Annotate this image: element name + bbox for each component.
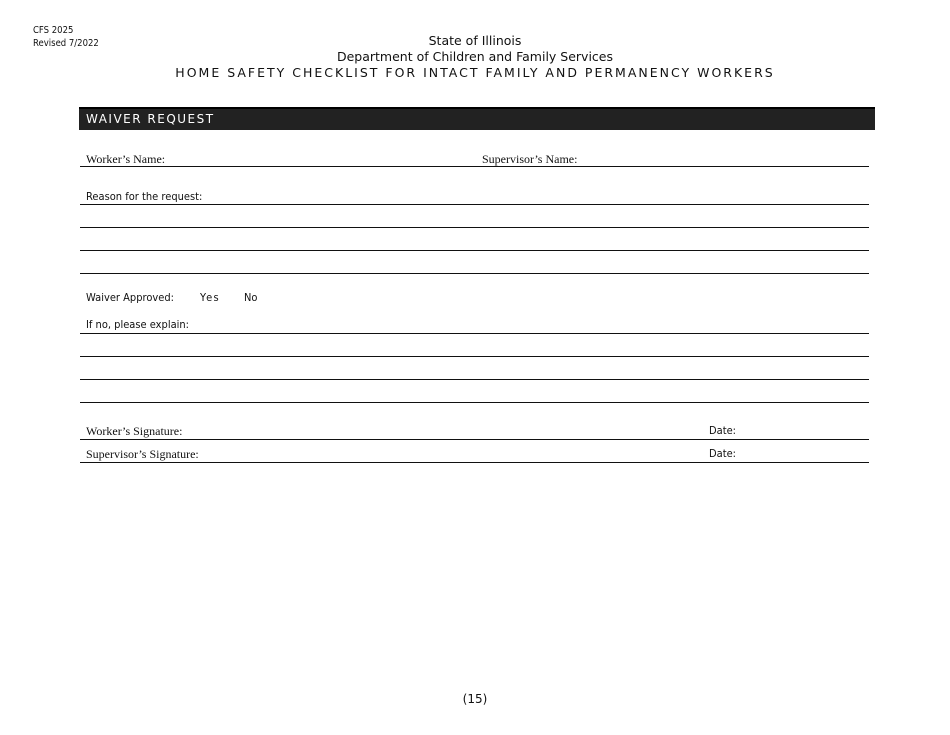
page-number: (15) [462,692,488,706]
supervisor-name-input[interactable] [580,148,869,168]
state-name: State of Illinois [428,33,522,48]
form-title: HOME SAFETY CHECKLIST FOR INTACT FAMILY AND PERMANENCY WORKERS [175,65,775,80]
reason-label: Reason for the request: [86,190,203,203]
reason-line[interactable] [80,273,869,274]
waiver-approved-label: Waiver Approved: [86,291,174,304]
section-header [79,107,875,130]
worker-date-label: Date: [709,424,736,437]
worker-name-label: Worker’s Name: [86,152,166,166]
reason-line[interactable] [80,250,869,251]
supervisor-name-label: Supervisor’s Name: [482,152,578,166]
worker-signature-line[interactable] [80,439,869,440]
supervisor-signature-label: Supervisor’s Signature: [86,447,199,461]
reason-line[interactable] [80,227,869,228]
form-number: CFS 2025 [33,25,74,36]
divider [80,166,869,167]
revised-date: Revised 7/2022 [33,38,99,49]
explain-line[interactable] [80,333,869,334]
worker-name-input[interactable] [170,148,474,168]
supervisor-signature-line[interactable] [80,462,869,463]
explain-label: If no, please explain: [86,318,190,331]
supervisor-date-label: Date: [709,447,736,460]
explain-line[interactable] [80,356,869,357]
reason-line[interactable] [80,204,869,205]
worker-signature-label: Worker’s Signature: [86,424,183,438]
no-option[interactable]: No [244,291,258,304]
section-title: WAIVER REQUEST [86,112,215,126]
explain-line[interactable] [80,379,869,380]
yes-option[interactable]: Yes [200,291,221,304]
explain-line[interactable] [80,402,869,403]
department-name: Department of Children and Family Services [336,49,613,64]
